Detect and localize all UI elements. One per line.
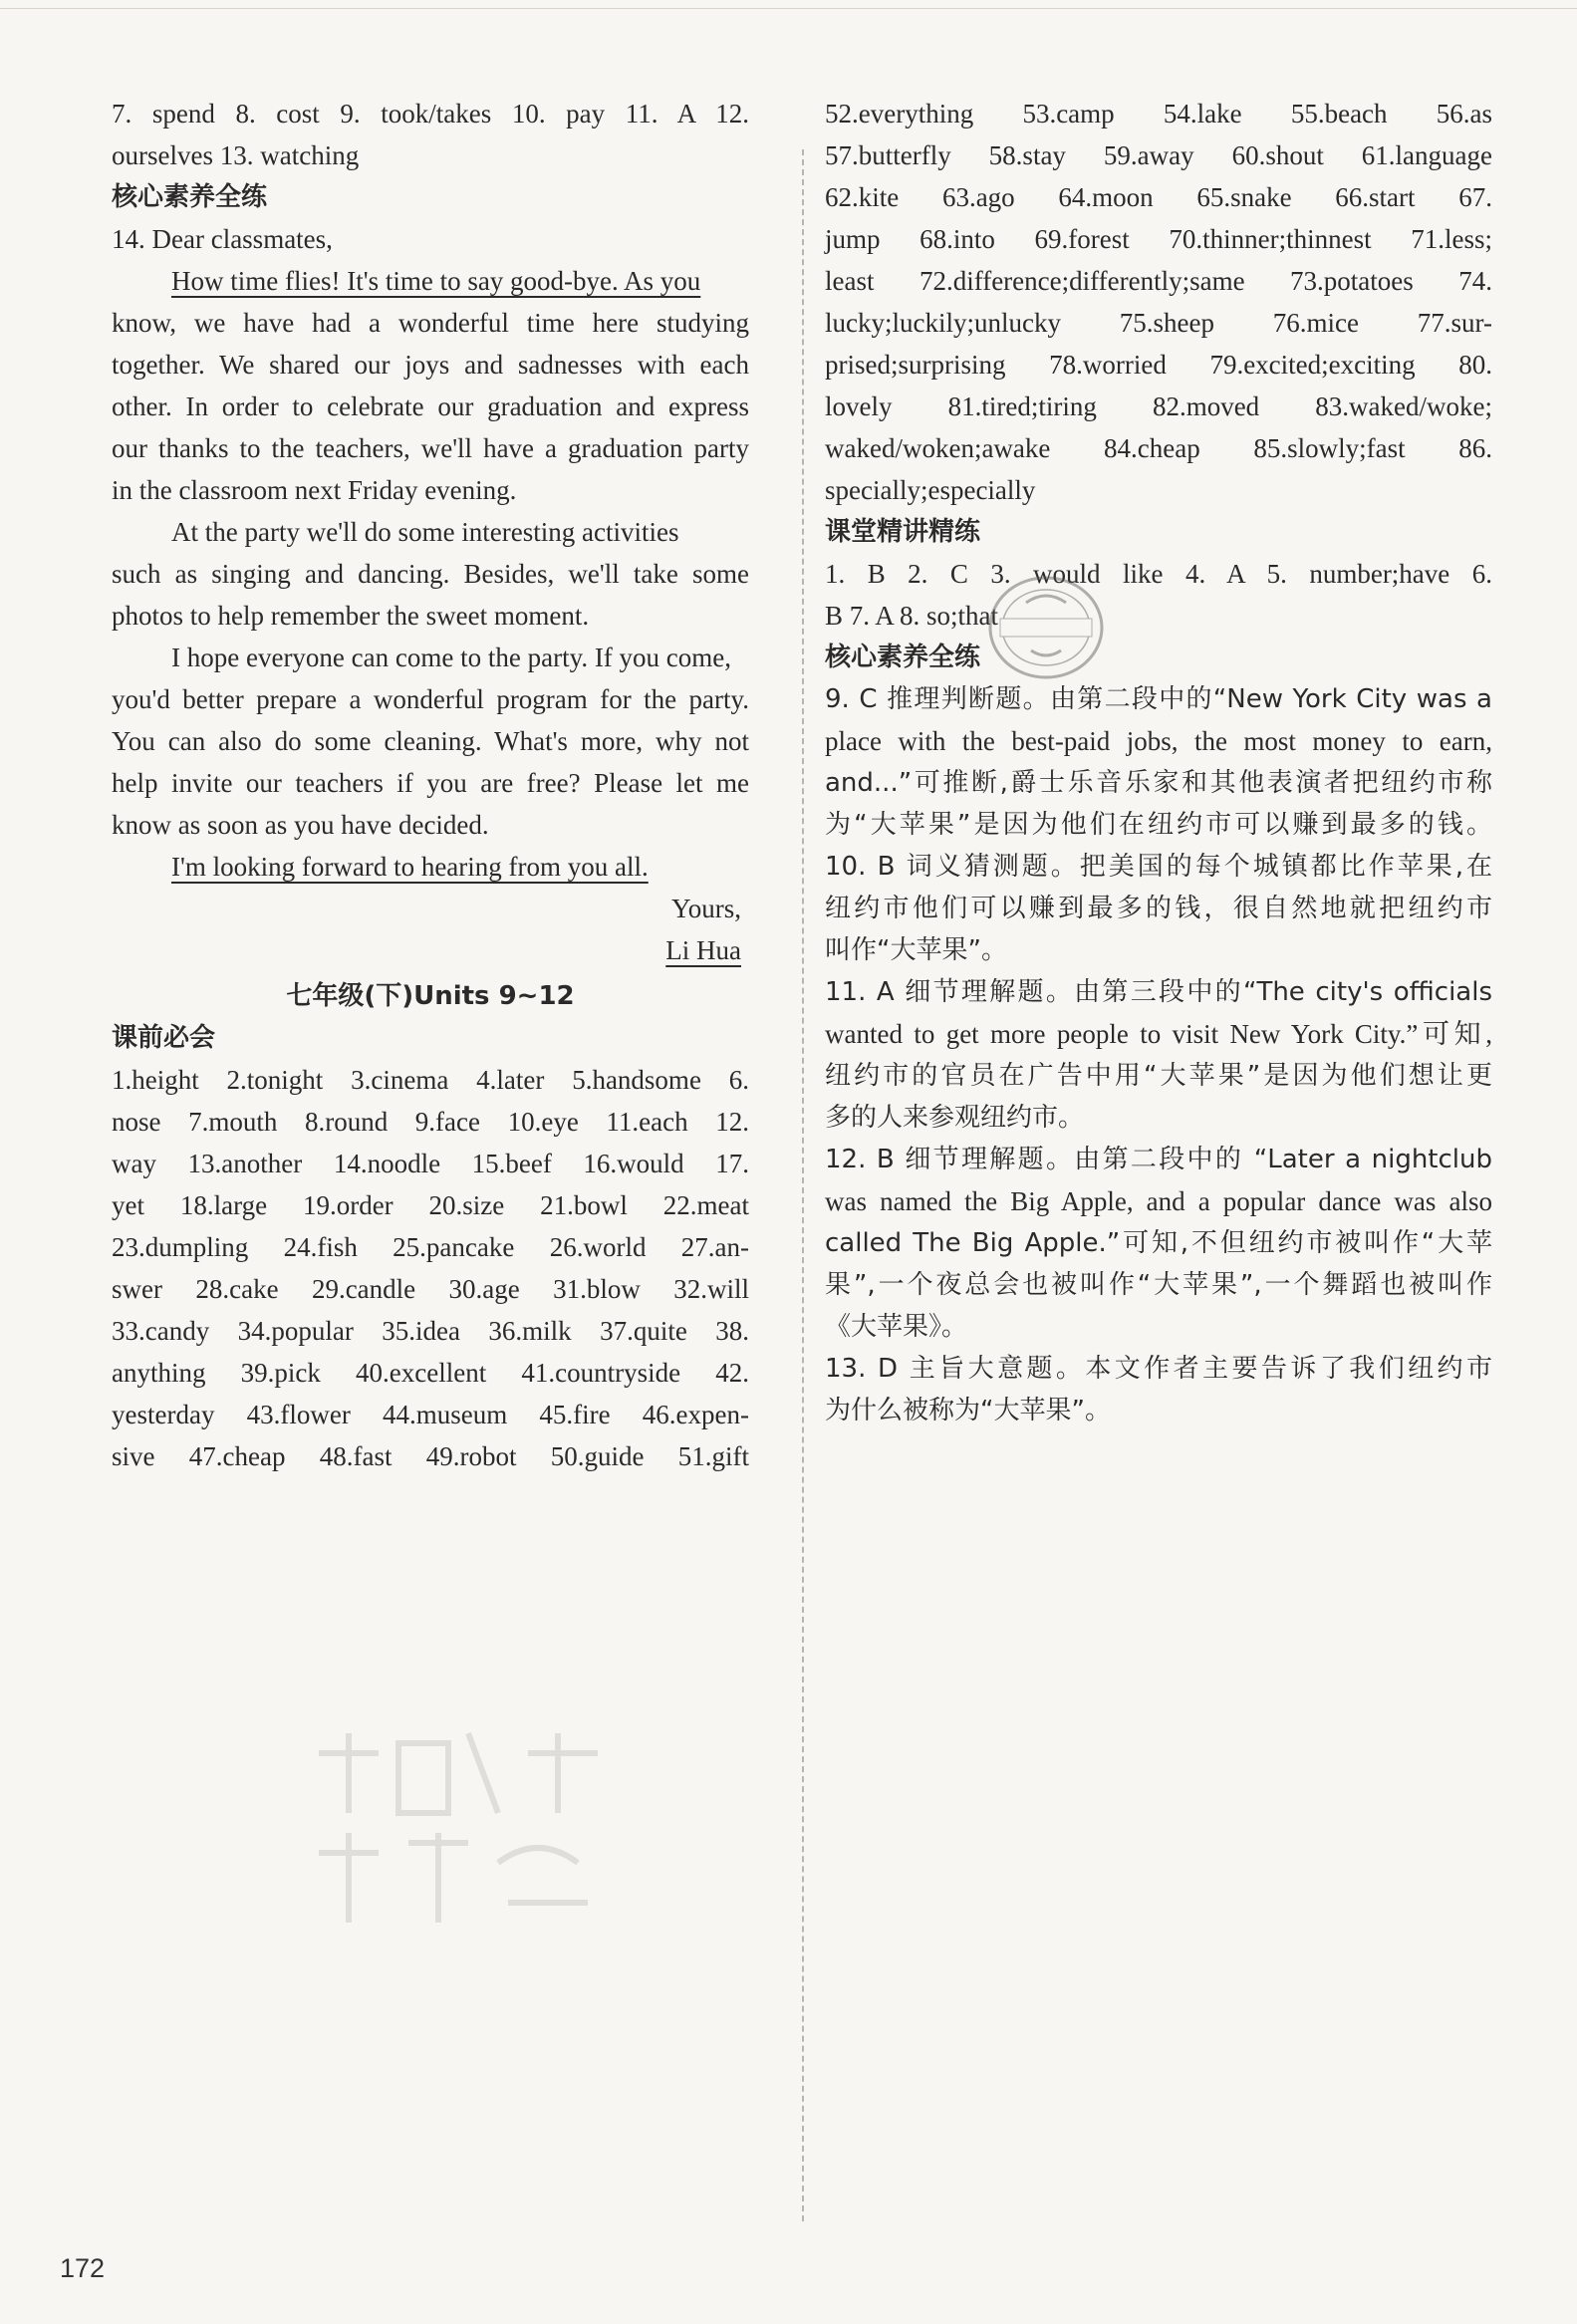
signature-name: Li Hua (665, 935, 741, 965)
letter-line (112, 847, 749, 887)
vocab-line: least 72.difference;differently;same 73.potatoes 74. (825, 266, 1492, 296)
letter-line: know, we have had a wonderful time here studying (112, 308, 749, 338)
letter-line: in the classroom next Friday evening. (112, 475, 517, 505)
vocab-line: 62.kite 63.ago 64.moon 65.snake 66.start 67. (825, 182, 1492, 212)
underlined-closing: I'm looking forward to hearing from you all. (171, 852, 649, 882)
vocab-line: swer 28.cake 29.candle 30.age 31.blow 32.will (112, 1274, 749, 1304)
letter-line: know as soon as you have decided. (112, 810, 489, 840)
letter-line: our thanks to the teachers, we'll have a graduation party (112, 433, 749, 463)
letter-line: At the party we'll do some interesting activities (171, 517, 679, 547)
answer-line: 1. B 2. C 3. would like 4. A 5. number;have 6. (825, 559, 1492, 589)
section-heading: 课堂精讲精练 (825, 517, 981, 547)
stamp-logo (986, 573, 1106, 682)
letter-line: photos to help remember the sweet moment. (112, 601, 590, 631)
letter-line: You can also do some cleaning. What's more, why not (112, 726, 749, 756)
explanation-line: 纽约市他们可以赚到最多的钱，很自然地就把纽约市 (825, 894, 1492, 923)
unit-title: 七年级(下)Units 9~12 (286, 981, 575, 1011)
vocab-line: specially;especially (825, 475, 1036, 505)
explanation-line: 为什么被称为“大苹果”。 (825, 1396, 1111, 1425)
explanation-line: 多的人来参观纽约市。 (825, 1103, 1085, 1133)
explanation-line: and...”可推断,爵士乐音乐家和其他表演者把纽约市称 (825, 768, 1492, 798)
vocab-line: waked/woken;awake 84.cheap 85.slowly;fast 86. (825, 433, 1492, 463)
vocab-line: 1.height 2.tonight 3.cinema 4.later 5.handsome 6. (112, 1065, 749, 1095)
explanation-line: 《大苹果》。 (825, 1312, 968, 1342)
section-heading: 核心素养全练 (825, 643, 981, 672)
page-top-edge (0, 8, 1577, 9)
explanation-line: 9. C 推理判断题。由第二段中的“New York City was a (825, 684, 1492, 714)
vocab-line: prised;surprising 78.worried 79.excited;exciting 80. (825, 350, 1492, 380)
answer-line: ourselves 13. watching (112, 140, 360, 170)
explanation-line: 为“大苹果”是因为他们在纽约市可以赚到最多的钱。 (825, 810, 1492, 840)
column-divider (802, 149, 804, 2221)
section-heading: 核心素养全练 (112, 182, 268, 212)
vocab-line: 33.candy 34.popular 35.idea 36.milk 37.quite 38. (112, 1316, 749, 1346)
section-heading: 课前必会 (112, 1023, 216, 1053)
letter-line: help invite our teachers if you are free? Please let me (112, 768, 749, 798)
letter-line: you'd better prepare a wonderful program for the party. (112, 684, 749, 714)
explanation-line: wanted to get more people to visit New York City.”可知, (825, 1019, 1492, 1049)
explanation-line: was named the Big Apple, and a popular dance was also (825, 1186, 1492, 1216)
letter-line: such as singing and dancing. Besides, we'll take some (112, 559, 749, 589)
letter-line: other. In order to celebrate our graduation and express (112, 391, 749, 421)
vocab-line: way 13.another 14.noodle 15.beef 16.would 17. (112, 1149, 749, 1178)
answer-line: B 7. A 8. so;that (825, 601, 999, 631)
vocab-line: jump 68.into 69.forest 70.thinner;thinnest 71.less; (825, 224, 1492, 254)
vocab-line: lucky;luckily;unlucky 75.sheep 76.mice 77.sur- (825, 308, 1492, 338)
explanation-line: 11. A 细节理解题。由第三段中的“The city's officials (825, 977, 1492, 1007)
letter-signature (112, 930, 749, 970)
explanation-line: 12. B 细节理解题。由第二段中的 “Later a nightclub (825, 1145, 1492, 1174)
explanation-line: 叫作“大苹果”。 (825, 935, 1007, 965)
watermark-logo (299, 1713, 628, 1942)
vocab-line: 52.everything 53.camp 54.lake 55.beach 56.as (825, 99, 1492, 129)
vocab-line: sive 47.cheap 48.fast 49.robot 50.guide 51.gift (112, 1441, 749, 1471)
page-number: 172 (60, 2253, 106, 2283)
vocab-line: 57.butterfly 58.stay 59.away 60.shout 61.language (825, 140, 1492, 170)
letter-line: together. We shared our joys and sadnesses with each (112, 350, 749, 380)
vocab-line: 23.dumpling 24.fish 25.pancake 26.world 27.an- (112, 1232, 749, 1262)
explanation-line: 纽约市的官员在广告中用“大苹果”是因为他们想让更 (825, 1061, 1492, 1091)
letter-line: I hope everyone can come to the party. If you come, (171, 643, 732, 672)
vocab-line: anything 39.pick 40.excellent 41.countryside 42. (112, 1358, 749, 1388)
letter-line (112, 261, 749, 301)
explanation-line: 果”,一个夜总会也被叫作“大苹果”,一个舞蹈也被叫作 (825, 1270, 1492, 1300)
explanation-line: place with the best-paid jobs, the most money to earn, (825, 726, 1492, 756)
explanation-line: 13. D 主旨大意题。本文作者主要告诉了我们纽约市 (825, 1354, 1492, 1384)
letter-signoff: Yours, (670, 894, 741, 923)
vocab-line: nose 7.mouth 8.round 9.face 10.eye 11.each 12. (112, 1107, 749, 1137)
explanation-line: 10. B 词义猜测题。把美国的每个城镇都比作苹果,在 (825, 852, 1492, 882)
letter-salutation: 14. Dear classmates, (112, 224, 333, 254)
vocab-line: yesterday 43.flower 44.museum 45.fire 46.expen- (112, 1400, 749, 1429)
vocab-line: yet 18.large 19.order 20.size 21.bowl 22.meat (112, 1190, 749, 1220)
vocab-line: lovely 81.tired;tiring 82.moved 83.waked/woke; (825, 391, 1492, 421)
answer-line: 7. spend 8. cost 9. took/takes 10. pay 11. A 12. (112, 99, 749, 129)
explanation-line: called The Big Apple.”可知,不但纽约市被叫作“大苹 (825, 1228, 1492, 1258)
underlined-opening: How time flies! It's time to say good-bye. As you (171, 266, 701, 296)
